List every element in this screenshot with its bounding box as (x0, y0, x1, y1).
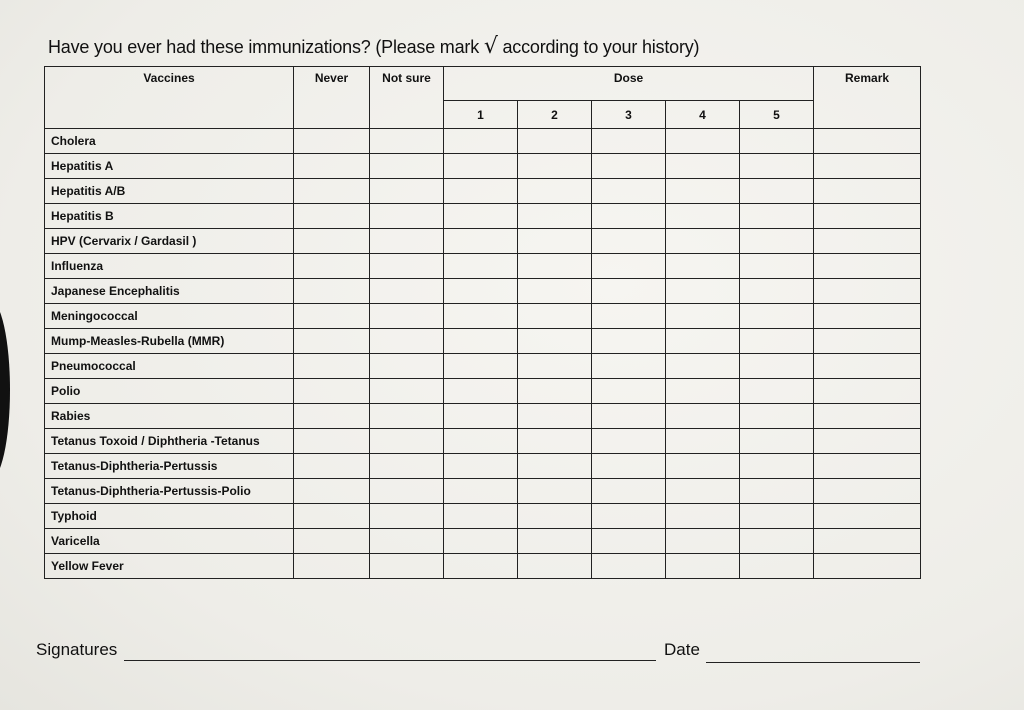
not-sure-cell[interactable] (370, 404, 444, 429)
remark-cell[interactable] (814, 404, 921, 429)
not-sure-cell[interactable] (370, 229, 444, 254)
dose-4-cell[interactable] (666, 329, 740, 354)
never-cell[interactable] (294, 429, 370, 454)
vaccine-row (45, 404, 921, 429)
dose-1-cell[interactable] (444, 229, 518, 254)
not-sure-cell[interactable] (370, 129, 444, 154)
vaccine-name: Japanese Encephalitis (45, 279, 294, 304)
never-cell[interactable] (294, 554, 370, 579)
remark-cell[interactable] (814, 279, 921, 304)
signature-field[interactable] (124, 660, 656, 661)
dose-5-cell[interactable] (740, 254, 814, 279)
vaccine-row (45, 254, 921, 279)
dose-4-cell[interactable] (666, 179, 740, 204)
dose-2-cell[interactable] (518, 229, 592, 254)
dose-number: 1 (444, 101, 518, 129)
remark-cell[interactable] (814, 154, 921, 179)
immunization-table (44, 66, 921, 579)
vaccine-name: Typhoid (45, 504, 294, 529)
not-sure-cell[interactable] (370, 454, 444, 479)
dose-4-cell[interactable] (666, 379, 740, 404)
date-label: Date (664, 640, 700, 659)
dose-4-cell[interactable] (666, 204, 740, 229)
never-cell[interactable] (294, 329, 370, 354)
header-dose: Dose (444, 67, 814, 101)
never-cell[interactable] (294, 479, 370, 504)
dose-5-cell[interactable] (740, 229, 814, 254)
remark-cell[interactable] (814, 204, 921, 229)
never-cell[interactable] (294, 304, 370, 329)
dose-3-cell[interactable] (592, 404, 666, 429)
vaccine-name: Rabies (45, 404, 294, 429)
vaccine-name: Varicella (45, 529, 294, 554)
dose-5-cell[interactable] (740, 479, 814, 504)
dose-1-cell[interactable] (444, 154, 518, 179)
not-sure-cell[interactable] (370, 379, 444, 404)
vaccine-name: Hepatitis A (45, 154, 294, 179)
dose-1-cell[interactable] (444, 304, 518, 329)
not-sure-cell[interactable] (370, 154, 444, 179)
dose-4-cell[interactable] (666, 304, 740, 329)
dose-3-cell[interactable] (592, 379, 666, 404)
dose-4-cell[interactable] (666, 479, 740, 504)
vaccine-row (45, 229, 921, 254)
remark-cell[interactable] (814, 479, 921, 504)
vaccine-name: Cholera (45, 129, 294, 154)
dose-1-cell[interactable] (444, 404, 518, 429)
dose-5-cell[interactable] (740, 554, 814, 579)
check-mark-symbol: √ (483, 34, 498, 59)
header-remark: Remark (814, 67, 921, 129)
dose-number: 2 (518, 101, 592, 129)
remark-cell[interactable] (814, 504, 921, 529)
dose-number: 3 (592, 101, 666, 129)
never-cell[interactable] (294, 179, 370, 204)
vaccine-row (45, 529, 921, 554)
dose-1-cell[interactable] (444, 529, 518, 554)
dose-4-cell[interactable] (666, 154, 740, 179)
dose-3-cell[interactable] (592, 529, 666, 554)
dose-2-cell[interactable] (518, 454, 592, 479)
header-not-sure: Not sure (370, 67, 444, 129)
never-cell[interactable] (294, 129, 370, 154)
vaccine-name: Influenza (45, 254, 294, 279)
not-sure-cell[interactable] (370, 254, 444, 279)
dose-3-cell[interactable] (592, 254, 666, 279)
dose-2-cell[interactable] (518, 379, 592, 404)
never-cell[interactable] (294, 254, 370, 279)
dose-4-cell[interactable] (666, 404, 740, 429)
dose-4-cell[interactable] (666, 354, 740, 379)
dose-1-cell[interactable] (444, 179, 518, 204)
dose-1-cell[interactable] (444, 354, 518, 379)
dose-2-cell[interactable] (518, 304, 592, 329)
dose-3-cell[interactable] (592, 329, 666, 354)
dose-2-cell[interactable] (518, 204, 592, 229)
heading-prefix: Have you ever had these immunizations? (Please mark (48, 37, 480, 57)
vaccine-name: Mump-Measles-Rubella (MMR) (45, 329, 294, 354)
dose-4-cell[interactable] (666, 454, 740, 479)
not-sure-cell[interactable] (370, 529, 444, 554)
not-sure-cell[interactable] (370, 304, 444, 329)
dose-3-cell[interactable] (592, 304, 666, 329)
dose-2-cell[interactable] (518, 354, 592, 379)
vaccine-row (45, 354, 921, 379)
vaccine-row (45, 554, 921, 579)
dose-2-cell[interactable] (518, 329, 592, 354)
vaccine-row (45, 479, 921, 504)
dose-1-cell[interactable] (444, 504, 518, 529)
dose-2-cell[interactable] (518, 529, 592, 554)
vaccine-row (45, 504, 921, 529)
dose-5-cell[interactable] (740, 354, 814, 379)
dose-1-cell[interactable] (444, 329, 518, 354)
dose-1-cell[interactable] (444, 429, 518, 454)
dose-5-cell[interactable] (740, 454, 814, 479)
not-sure-cell[interactable] (370, 354, 444, 379)
dose-number: 5 (740, 101, 814, 129)
vaccine-row (45, 454, 921, 479)
vaccine-row (45, 329, 921, 354)
remark-cell[interactable] (814, 529, 921, 554)
remark-cell[interactable] (814, 454, 921, 479)
dose-1-cell[interactable] (444, 254, 518, 279)
remark-cell[interactable] (814, 254, 921, 279)
not-sure-cell[interactable] (370, 179, 444, 204)
never-cell[interactable] (294, 154, 370, 179)
vaccine-name: Tetanus-Diphtheria-Pertussis-Polio (45, 479, 294, 504)
dose-4-cell[interactable] (666, 529, 740, 554)
dose-4-cell[interactable] (666, 504, 740, 529)
never-cell[interactable] (294, 354, 370, 379)
dose-1-cell[interactable] (444, 479, 518, 504)
heading-suffix: according to your history) (502, 37, 700, 57)
dose-4-cell[interactable] (666, 129, 740, 154)
vaccine-name: Tetanus-Diphtheria-Pertussis (45, 454, 294, 479)
dose-1-cell[interactable] (444, 454, 518, 479)
not-sure-cell[interactable] (370, 279, 444, 304)
dose-3-cell[interactable] (592, 179, 666, 204)
dose-5-cell[interactable] (740, 329, 814, 354)
dose-4-cell[interactable] (666, 254, 740, 279)
dose-4-cell[interactable] (666, 554, 740, 579)
dose-5-cell[interactable] (740, 504, 814, 529)
dose-2-cell[interactable] (518, 279, 592, 304)
dose-3-cell[interactable] (592, 479, 666, 504)
not-sure-cell[interactable] (370, 329, 444, 354)
not-sure-cell[interactable] (370, 479, 444, 504)
remark-cell[interactable] (814, 129, 921, 154)
dose-2-cell[interactable] (518, 154, 592, 179)
dose-1-cell[interactable] (444, 554, 518, 579)
remark-cell[interactable] (814, 179, 921, 204)
not-sure-cell[interactable] (370, 504, 444, 529)
dose-3-cell[interactable] (592, 204, 666, 229)
form-heading (48, 34, 699, 59)
vaccine-row (45, 429, 921, 454)
vaccine-row (45, 304, 921, 329)
dose-2-cell[interactable] (518, 429, 592, 454)
dose-1-cell[interactable] (444, 279, 518, 304)
dose-5-cell[interactable] (740, 429, 814, 454)
header-never: Never (294, 67, 370, 129)
dose-1-cell[interactable] (444, 129, 518, 154)
dose-5-cell[interactable] (740, 304, 814, 329)
dose-2-cell[interactable] (518, 554, 592, 579)
dose-3-cell[interactable] (592, 229, 666, 254)
dose-4-cell[interactable] (666, 229, 740, 254)
vaccine-name: Pneumococcal (45, 354, 294, 379)
not-sure-cell[interactable] (370, 204, 444, 229)
dose-5-cell[interactable] (740, 179, 814, 204)
dose-5-cell[interactable] (740, 154, 814, 179)
remark-cell[interactable] (814, 304, 921, 329)
remark-cell[interactable] (814, 429, 921, 454)
vaccine-name: Polio (45, 379, 294, 404)
dose-3-cell[interactable] (592, 279, 666, 304)
never-cell[interactable] (294, 204, 370, 229)
remark-cell[interactable] (814, 379, 921, 404)
not-sure-cell[interactable] (370, 429, 444, 454)
never-cell[interactable] (294, 379, 370, 404)
dose-3-cell[interactable] (592, 504, 666, 529)
page-edge-shadow (0, 300, 10, 480)
dose-5-cell[interactable] (740, 279, 814, 304)
date-field[interactable] (706, 662, 920, 663)
vaccine-row (45, 154, 921, 179)
never-cell[interactable] (294, 279, 370, 304)
never-cell[interactable] (294, 229, 370, 254)
remark-cell[interactable] (814, 354, 921, 379)
vaccine-name: Yellow Fever (45, 554, 294, 579)
signatures-label: Signatures (36, 640, 118, 659)
never-cell[interactable] (294, 454, 370, 479)
dose-1-cell[interactable] (444, 204, 518, 229)
never-cell[interactable] (294, 504, 370, 529)
dose-3-cell[interactable] (592, 429, 666, 454)
not-sure-cell[interactable] (370, 554, 444, 579)
remark-cell[interactable] (814, 329, 921, 354)
dose-5-cell[interactable] (740, 379, 814, 404)
dose-4-cell[interactable] (666, 429, 740, 454)
dose-3-cell[interactable] (592, 129, 666, 154)
dose-2-cell[interactable] (518, 504, 592, 529)
dose-1-cell[interactable] (444, 379, 518, 404)
dose-2-cell[interactable] (518, 179, 592, 204)
dose-2-cell[interactable] (518, 254, 592, 279)
vaccine-name: HPV (Cervarix / Gardasil ) (45, 229, 294, 254)
vaccine-row (45, 379, 921, 404)
vaccine-name: Meningococcal (45, 304, 294, 329)
dose-3-cell[interactable] (592, 454, 666, 479)
vaccine-name: Hepatitis B (45, 204, 294, 229)
dose-5-cell[interactable] (740, 204, 814, 229)
vaccine-row (45, 204, 921, 229)
never-cell[interactable] (294, 404, 370, 429)
remark-cell[interactable] (814, 554, 921, 579)
dose-5-cell[interactable] (740, 129, 814, 154)
remark-cell[interactable] (814, 229, 921, 254)
dose-4-cell[interactable] (666, 279, 740, 304)
vaccine-row (45, 179, 921, 204)
dose-2-cell[interactable] (518, 404, 592, 429)
dose-2-cell[interactable] (518, 479, 592, 504)
dose-3-cell[interactable] (592, 154, 666, 179)
vaccine-row (45, 129, 921, 154)
dose-2-cell[interactable] (518, 129, 592, 154)
header-vaccines: Vaccines (45, 67, 294, 129)
vaccine-rows (45, 129, 921, 579)
dose-5-cell[interactable] (740, 404, 814, 429)
never-cell[interactable] (294, 529, 370, 554)
vaccine-name: Tetanus Toxoid / Diphtheria -Tetanus (45, 429, 294, 454)
dose-3-cell[interactable] (592, 554, 666, 579)
vaccine-name: Hepatitis A/B (45, 179, 294, 204)
dose-3-cell[interactable] (592, 354, 666, 379)
dose-number: 4 (666, 101, 740, 129)
dose-5-cell[interactable] (740, 529, 814, 554)
vaccine-row (45, 279, 921, 304)
